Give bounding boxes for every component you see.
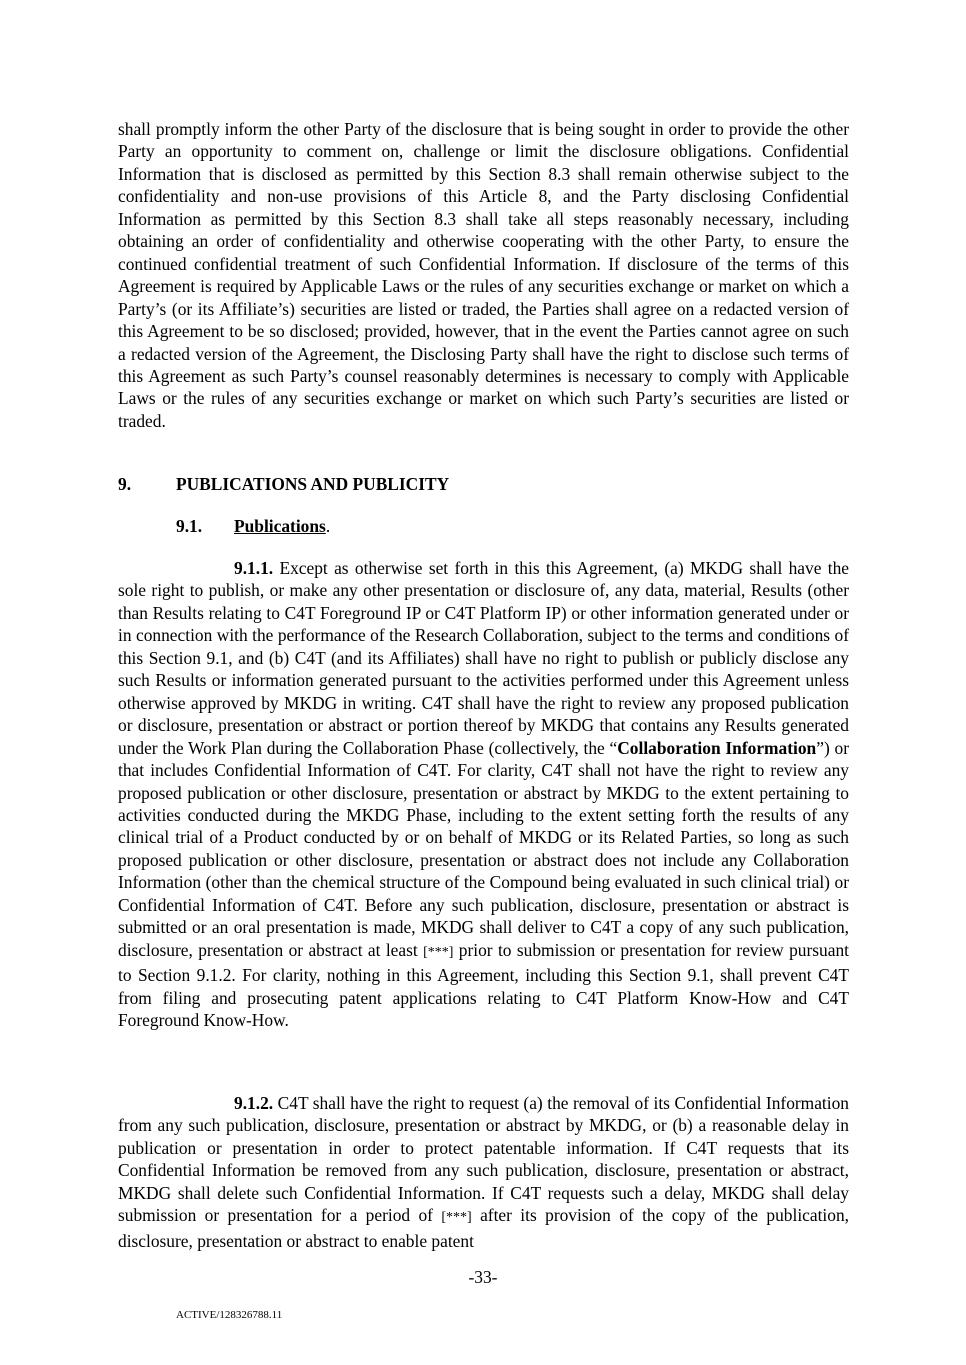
paragraph-confidentiality-continued: shall promptly inform the other Party of the disclosure that is being sought in order to provide the other Party an opportunity to comment on, challenge or limit the disclosure obligations. Confidential Information that is disclosed as permitted by this Section 8.3 shall remain otherwise subject to the confidentiality and non-use provisions of this Article 8, and the Party disclosing Confidential Information as permitted by this Section 8.3 shall take all steps reasonably necessary, including obtaining an order of confidentiality and otherwise cooperating with the other Party, to ensure the continued confidential treatment of such Confidential Information. If disclosure of the terms of this Agreement is required by Applicable Laws or the rules of any securities exchange or market on which a Party’s (or its Affiliate’s) securities are listed or traded, the Parties shall agree on a redacted version of this Agreement to be so disclosed; provided, however, that in the event the Parties cannot agree on such a redacted version of the Agreement, the Disclosing Party shall have the right to disclose such terms of this Agreement as such Party’s counsel reasonably determines is necessary to comply with Applicable Laws or the rules of any securities exchange or market on which such Party’s securities are listed or traded. [118, 119, 849, 431]
section-9-1-1-number: 9.1.1. [234, 558, 274, 578]
section-9-title: PUBLICATIONS AND PUBLICITY [176, 474, 450, 494]
section-9-number: 9. [118, 474, 132, 494]
section-9-1-2-number: 9.1.2. [234, 1093, 274, 1113]
section-9-1-1-text-a: Except as otherwise set forth in this this Agreement, (a) MKDG shall have the sole right to publish, or make any other presentation or disclosure of, any data, material, Results (other than Results relating to C4T Foreground IP or C4T Platform IP) or other information generated under or in connection with the performance of the Research Collaboration, subject to the terms and conditions of this Section 9.1, and (b) C4T (and its Affiliates) shall have no right to publish or publicly disclose any such Results or information generated pursuant to the activities performed under this Agreement unless otherwise approved by MKDG in writing. C4T shall have the right to review any proposed publication or disclosure, presentation or abstract or portion thereof by MKDG that contains any Results generated under the Work Plan during the Collaboration Phase (collectively, the “ [118, 558, 849, 758]
section-9-1-2-text-a: C4T shall have the right to request (a) the removal of its Confidential Information from any such publication, disclosure, presentation or abstract by MKDG, or (b) a reasonable delay in publication or presentation in order to protect patentable information. If C4T requests that its Confidential Information be removed from any such publication, disclosure, presentation or abstract, MKDG shall delete such Confidential Information. If C4T requests such a delay, MKDG shall delay submission or presentation for a period of [118, 1093, 849, 1226]
section-9-1-1-text-b: ”) or that includes Confidential Information of C4T. For clarity, C4T shall not have the right to review any proposed publication or other disclosure, presentation or abstract by MKDG to the extent pertaining to activities conducted during the MKDG Phase, including to the extent setting forth the results of any clinical trial of a Product conducted by or on behalf of MKDG or its Related Parties, so long as such proposed publication or other disclosure, presentation or abstract does not include any Collaboration Information (other than the chemical structure of the Compound being evaluated in such clinical trial) or Confidential Information of C4T. Before any such publication, disclosure, presentation or abstract is submitted or an oral presentation is made, MKDG shall deliver to C4T a copy of any such publication, disclosure, presentation or abstract at least [118, 737, 849, 960]
document-footer-id: ACTIVE/128326788.11 [176, 1309, 283, 1321]
section-9-1-1-text-c: prior to submission or presentation for review pursuant to Section 9.1.2. For clarity, nothing in this Agreement, including this Section 9.1, shall prevent C4T from filing and prosecuting patent applications relating to C4T Platform Know-How and C4T Foreground Know-How. [118, 939, 849, 1031]
redaction-marker: [***] [423, 944, 454, 960]
section-9-1-1-paragraph [118, 557, 849, 1032]
section-9-1-number: 9.1. [176, 516, 203, 536]
page-number: -33- [468, 1267, 498, 1287]
section-9-1-punct: . [325, 516, 331, 536]
defined-term-collaboration-information: Collaboration Information [617, 737, 817, 758]
redaction-marker: [***] [441, 1210, 472, 1226]
section-9-1-title: Publications [234, 516, 326, 536]
section-9-1-2-text-b: after its provision of the copy of the publication, disclosure, presentation or abstract to enable patent [118, 1205, 849, 1251]
section-9-1-2-paragraph [118, 1092, 849, 1252]
section-9-1-heading [176, 515, 330, 537]
section-9-heading [118, 473, 449, 495]
